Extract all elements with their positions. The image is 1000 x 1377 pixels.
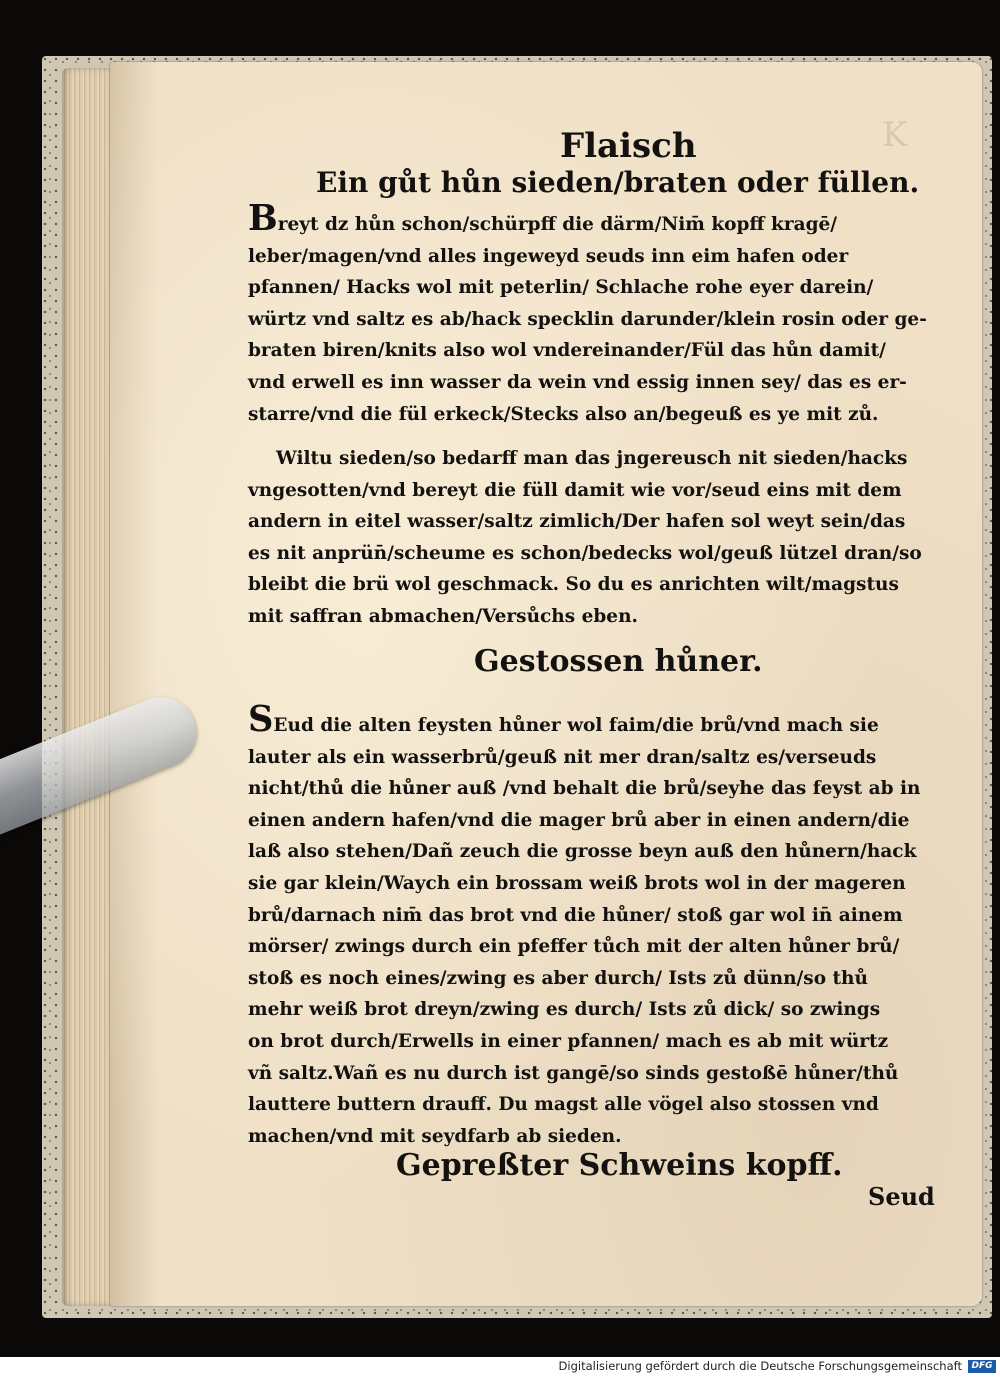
text-line: nicht/thů die hůner auß /vnd behalt die brů/seyhe das feyst ab in	[248, 778, 921, 800]
text-line: on brot durch/Erwells in einer pfannen/ mach es ab mit würtz	[248, 1030, 889, 1052]
text-line: starre/vnd die fül erkeck/Stecks also an/begeuß es ye mit zů.	[248, 403, 879, 425]
text-line: lauttere buttern drauff. Du magst alle vögel also stossen vnd	[248, 1094, 879, 1116]
text-line: brů/darnach nim̄ das brot vnd die hůner/ stoß gar wol in̄ ainem	[248, 904, 903, 926]
text-line: stoß es noch eines/zwing es aber durch/ Ists zů dünn/so thů	[248, 967, 868, 989]
text-line: braten biren/knits also wol vndereinander/Fül das hůn damit/	[248, 340, 886, 362]
text-line: andern in eitel wasser/saltz zimlich/Der hafen sol weyt sein/das	[248, 511, 906, 533]
text-line: laß also stehen/Dañ zeuch die grosse beyn auß den hůnern/hack	[248, 841, 917, 863]
recipe-title-3: Gepreßter Schweins kopff.	[396, 1148, 843, 1183]
text-line: pfannen/ Hacks wol mit peterlin/ Schlache rohe eyer darein/	[248, 277, 874, 299]
drop-cap: S	[248, 699, 274, 740]
recipe-paragraph-1	[248, 198, 938, 430]
text-line: mehr weiß brot dreyn/zwing es durch/ Ists zů dick/ so zwings	[248, 999, 881, 1021]
recipe-title-1: Ein gůt hůn sieden/braten oder füllen.	[316, 166, 920, 199]
text-line: einen andern hafen/vnd die mager brů aber in einen andern/die	[248, 809, 910, 831]
recipe-paragraph-3	[248, 699, 938, 1152]
text-line: es nit anprün̄/scheume es schon/bedecks wol/geuß lützel dran/so	[248, 542, 922, 564]
text-line: mit saffran abmachen/Versůchs eben.	[248, 605, 638, 627]
text-line: leber/magen/vnd alles ingeweyd seuds inn eim hafen oder	[248, 245, 849, 267]
text-line: machen/vnd mit seydfarb ab sieden.	[248, 1125, 622, 1147]
text-line: würtz vnd saltz es ab/hack specklin darunder/klein rosin oder ge-	[248, 308, 927, 330]
text-line: vnd erwell es inn wasser da wein vnd essig innen sey/ das es er-	[248, 371, 907, 393]
text-line: vngesotten/vnd bereyt die füll damit wie vor/seud eins mit dem	[248, 479, 902, 501]
dfg-logo-icon: DFG	[968, 1360, 996, 1373]
catchword: Seud	[868, 1182, 935, 1211]
text-line: mörser/ zwings durch ein pfeffer tůch mit der alten hůner brů/	[248, 936, 900, 958]
text-line: sie gar klein/Waych ein brossam weiß brots wol in der mageren	[248, 872, 906, 894]
page-heading: Flaisch	[560, 126, 697, 166]
recipe-paragraph-2	[248, 443, 938, 633]
text-line: vñ saltz.Wañ es nu durch ist gangē/so sinds gestoßē hůner/thů	[248, 1062, 899, 1084]
drop-cap: B	[248, 198, 278, 239]
recipe-title-2: Gestossen hůner.	[474, 644, 763, 679]
text-line: Wiltu sieden/so bedarff man das jngereusch nit sieden/hacks	[276, 448, 908, 469]
text-line: lauter als ein wasserbrů/geuß nit mer dran/saltz es/verseuds	[248, 746, 877, 768]
text-line: SEud die alten feysten hůner wol faim/die brů/vnd mach sie	[248, 699, 879, 740]
footer-bar	[0, 1357, 1000, 1377]
funding-credit: Digitalisierung gefördert durch die Deutsche Forschungsgemeinschaft	[558, 1359, 962, 1373]
text-line: bleibt die brü wol geschmack. So du es anrichten wilt/magstus	[248, 574, 899, 596]
folio-show-through: K	[882, 115, 908, 155]
text-line: Breyt dz hůn schon/schürpff die därm/Nim̄ kopff kragē/	[248, 198, 838, 239]
